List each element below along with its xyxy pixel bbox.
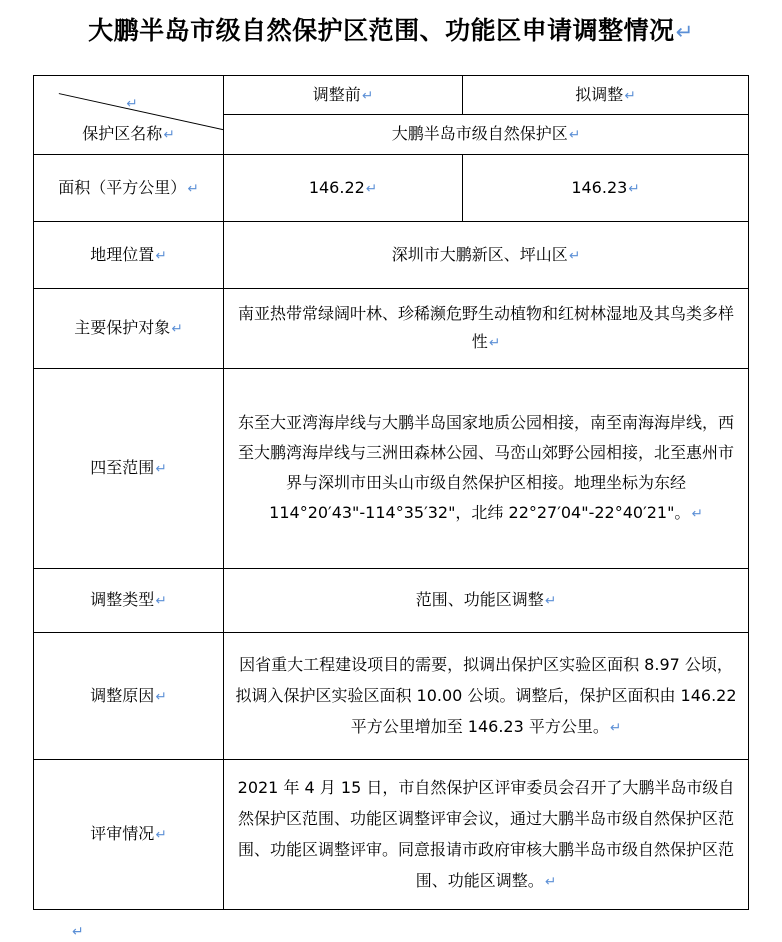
table-row-area [34,155,749,222]
return-mark-icon: ↵ [126,95,138,112]
name-value [224,115,749,155]
name-value-text: 大鹏半岛市级自然保护区 [391,124,568,143]
return-mark-icon: ↵ [568,247,581,264]
area-label-text: 面积（平方公里） [58,177,187,197]
return-mark-icon: ↵ [155,593,167,609]
return-mark-icon: ↵ [691,506,703,522]
return-mark-icon: ↵ [171,321,183,337]
before-header-text: 调整前 [312,84,361,104]
page-title [0,11,782,47]
return-mark-icon: ↵ [609,719,622,736]
type-label-text: 调整类型 [90,590,155,609]
location-value-text: 深圳市大鹏新区、坪山区 [391,244,568,264]
return-mark-icon: ↵ [544,593,557,609]
reason-label [34,633,224,760]
table-row-location [34,222,749,289]
area-after [463,155,749,222]
return-mark-icon: ↵ [361,87,374,104]
review-label [34,760,224,910]
after-header-text: 拟调整 [575,84,624,104]
boundary-label [34,369,224,569]
title-text: 大鹏半岛市级自然保护区范围、功能区申请调整情况 [88,16,675,45]
table-row-targets [34,289,749,369]
targets-value [224,289,749,369]
targets-label-text: 主要保护对象 [74,318,171,337]
type-value [224,569,749,633]
area-after-text: 146.23 [571,177,628,197]
diagonal-header-cell [34,76,224,155]
return-mark-icon: ↵ [675,20,694,45]
return-mark-icon: ↵ [187,180,199,197]
reason-label-text: 调整原因 [90,685,155,705]
type-value-text: 范围、功能区调整 [415,590,544,609]
adjustment-table [33,75,749,910]
return-mark-icon: ↵ [163,127,175,143]
boundary-label-text: 四至范围 [90,458,155,477]
review-value [224,760,749,910]
return-mark-icon: ↵ [544,873,557,890]
return-mark-icon: ↵ [155,688,167,705]
return-mark-icon: ↵ [568,127,581,143]
area-label [34,155,224,222]
table-row-review [34,760,749,910]
location-label-text: 地理位置 [90,244,155,264]
before-header [224,76,463,115]
targets-label [34,289,224,369]
return-mark-icon: ↵ [488,335,501,351]
reason-value-text: 因省重大工程建设项目的需要，拟调出保护区实验区面积 8.97 公顷，拟调入保护区实验区面积 10.00 公顷。调整后，保护区面积由 146.22 平方公里增加至 146.23 平方公里。 [235,654,737,736]
return-mark-icon: ↵ [628,180,640,197]
boundary-value [224,369,749,569]
return-mark-icon: ↵ [155,827,167,843]
table-row-reason [34,633,749,760]
review-value-text: 2021 年 4 月 15 日，市自然保护区评审委员会召开了大鹏半岛市级自然保护区范围、功能区调整评审会议，通过大鹏半岛市级自然保护区范围、功能区调整评审。同意报请市政府审核大鹏半岛市级自然保护区范围、功能区调整。 [237,777,735,890]
return-mark-icon: ↵ [155,247,167,264]
return-mark-icon: ↵ [155,461,167,477]
area-before-text: 146.22 [308,177,365,197]
table-row-boundary [34,369,749,569]
type-label [34,569,224,633]
reason-value [224,633,749,760]
boundary-value-text: 东至大亚湾海岸线与大鹏半岛国家地质公园相接，南至南海海岸线，西至大鹏湾海岸线与三洲田森林公园、马峦山郊野公园相接，北至惠州市界与深圳市田头山市级自然保护区相接。地理坐标为东经 114°20′43"-114°35′32"，北纬 22°27′04"-22°40′21"。 [237,413,734,522]
area-before [224,155,463,222]
return-mark-icon: ↵ [72,924,84,940]
review-label-text: 评审情况 [90,824,155,843]
return-mark-icon: ↵ [365,180,378,197]
name-label-cell [34,120,223,149]
targets-value-text: 南亚热带常绿阔叶林、珍稀濒危野生动植物和红树林湿地及其鸟类多样性 [237,304,734,351]
location-value [224,222,749,289]
name-label: 保护区名称 [82,124,163,143]
return-mark-icon: ↵ [624,87,636,104]
after-header [463,76,749,115]
location-label [34,222,224,289]
table-row-header [34,76,749,115]
table-row-type [34,569,749,633]
